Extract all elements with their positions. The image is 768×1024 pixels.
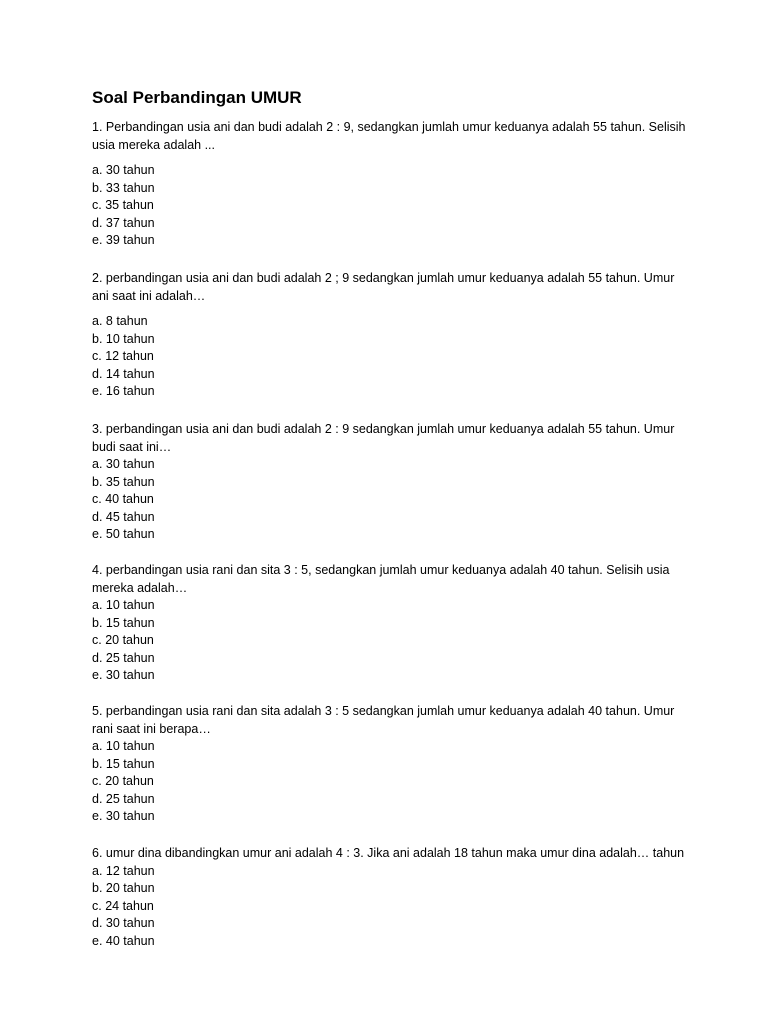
option-d: d. 25 tahun bbox=[92, 791, 155, 806]
answer-options bbox=[92, 597, 692, 685]
question-2 bbox=[92, 270, 692, 401]
answer-options bbox=[92, 313, 692, 401]
option-a: a. 30 tahun bbox=[92, 163, 155, 177]
question-text: 3. perbandingan usia ani dan budi adalah 2 : 9 sedangkan jumlah umur keduanya adalah 55 tahun. Umur budi saat ini… bbox=[92, 422, 675, 454]
option-d: d. 25 tahun bbox=[92, 650, 155, 665]
option-a: a. 12 tahun bbox=[92, 863, 155, 878]
option-e: e. 16 tahun bbox=[92, 384, 155, 399]
question-text: 2. perbandingan usia ani dan budi adalah 2 ; 9 sedangkan jumlah umur keduanya adalah 55 tahun. Umur ani saat ini adalah… bbox=[92, 271, 675, 303]
option-b: b. 15 tahun bbox=[92, 615, 155, 630]
question-text: 5. perbandingan usia rani dan sita adalah 3 : 5 sedangkan jumlah umur keduanya adalah 40 tahun. Umur rani saat ini berapa… bbox=[92, 704, 675, 736]
option-c: c. 12 tahun bbox=[92, 349, 154, 364]
question-3 bbox=[92, 421, 692, 544]
option-b: b. 20 tahun bbox=[92, 881, 155, 896]
question-4 bbox=[92, 562, 692, 685]
option-d: d. 45 tahun bbox=[92, 509, 155, 524]
question-text: 1. Perbandingan usia ani dan budi adalah 2 : 9, sedangkan jumlah umur keduanya adalah 55 tahun. Selisih usia mereka adalah ... bbox=[92, 120, 686, 152]
option-c: c. 40 tahun bbox=[92, 492, 154, 507]
answer-options bbox=[92, 162, 692, 250]
option-b: b. 33 tahun bbox=[92, 180, 155, 195]
answer-options bbox=[92, 456, 692, 544]
option-e: e. 40 tahun bbox=[92, 933, 155, 948]
document-title: Soal Perbandingan UMUR bbox=[92, 88, 302, 107]
option-e: e. 30 tahun bbox=[92, 809, 155, 824]
option-d: d. 30 tahun bbox=[92, 916, 155, 931]
option-b: b. 35 tahun bbox=[92, 474, 155, 489]
question-1 bbox=[92, 119, 692, 250]
answer-options bbox=[92, 863, 692, 951]
option-a: a. 30 tahun bbox=[92, 457, 155, 471]
answer-options bbox=[92, 738, 692, 826]
option-b: b. 10 tahun bbox=[92, 331, 155, 346]
option-e: e. 39 tahun bbox=[92, 233, 155, 248]
question-5 bbox=[92, 703, 692, 826]
option-b: b. 15 tahun bbox=[92, 756, 155, 771]
question-6 bbox=[92, 845, 692, 950]
option-a: a. 10 tahun bbox=[92, 598, 155, 612]
option-a: a. 10 tahun bbox=[92, 739, 155, 753]
option-e: e. 30 tahun bbox=[92, 668, 155, 683]
option-d: d. 37 tahun bbox=[92, 215, 155, 230]
option-e: e. 50 tahun bbox=[92, 527, 155, 542]
option-c: c. 20 tahun bbox=[92, 774, 154, 789]
option-c: c. 35 tahun bbox=[92, 198, 154, 213]
option-c: c. 20 tahun bbox=[92, 633, 154, 648]
option-a: a. 8 tahun bbox=[92, 314, 148, 328]
question-text: 6. umur dina dibandingkan umur ani adalah 4 : 3. Jika ani adalah 18 tahun maka umur dina adalah… tahun bbox=[92, 846, 685, 860]
option-c: c. 24 tahun bbox=[92, 898, 154, 913]
question-text: 4. perbandingan usia rani dan sita 3 : 5, sedangkan jumlah umur keduanya adalah 40 tahun. Selisih usia mereka adalah… bbox=[92, 563, 670, 595]
option-d: d. 14 tahun bbox=[92, 366, 155, 381]
